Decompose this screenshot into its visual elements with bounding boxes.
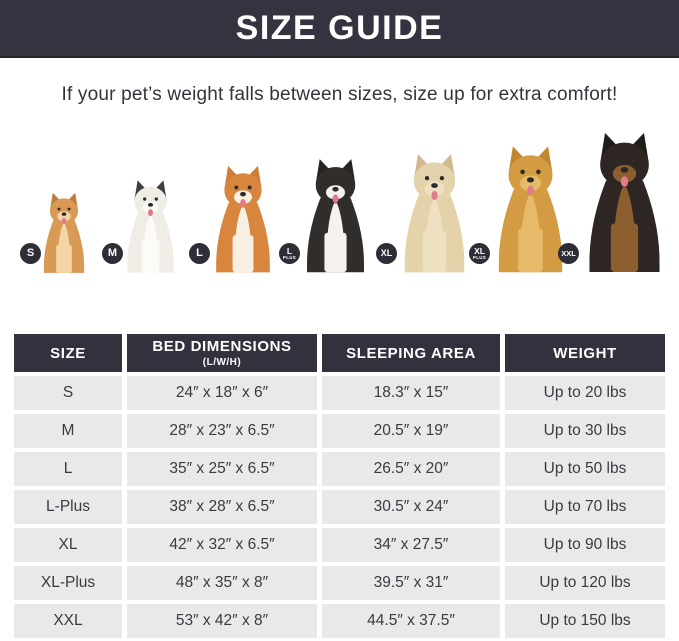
size-badge-xl-plus <box>469 243 490 264</box>
sleeping-area-cell: 44.5″ x 37.5″ <box>322 604 500 638</box>
size-cell: M <box>14 414 122 448</box>
badge-sublabel: PLUS <box>472 255 487 260</box>
column-header-label: BED DIMENSIONS <box>152 338 292 355</box>
dog-size-lineup <box>0 116 679 280</box>
badge-label: M <box>107 247 118 259</box>
badge-sublabel: PLUS <box>282 255 297 260</box>
weight-cell: Up to 20 lbs <box>505 376 665 410</box>
sleeping-area-cell: 30.5″ x 24″ <box>322 490 500 524</box>
column-header-label: SIZE <box>50 344 86 362</box>
weight-cell: Up to 30 lbs <box>505 414 665 448</box>
size-cell: S <box>14 376 122 410</box>
french-bulldog-dog-illustration <box>115 177 186 274</box>
size-cell: XXL <box>14 604 122 638</box>
size-badge-l-plus <box>279 243 300 264</box>
labrador-dog-illustration <box>389 150 480 274</box>
column-header-label: SLEEPING AREA <box>346 344 476 362</box>
column-header-size <box>14 334 122 372</box>
header-bar <box>0 0 679 58</box>
badge-label: XL <box>380 248 393 258</box>
bed-dimensions-cell: 53″ x 42″ x 8″ <box>127 604 317 638</box>
weight-cell: Up to 90 lbs <box>505 528 665 562</box>
border-collie-dog-illustration <box>292 155 379 274</box>
column-header-sleeping-area <box>322 334 500 372</box>
badge-label: XL <box>474 245 485 256</box>
badge-label: L <box>196 247 203 259</box>
badge-label: S <box>26 247 35 259</box>
sleeping-area-cell: 20.5″ x 19″ <box>322 414 500 448</box>
column-header-label: WEIGHT <box>553 344 617 362</box>
bed-dimensions-cell: 35″ x 25″ x 6.5″ <box>127 452 317 486</box>
column-header-bed-dimensions <box>127 334 317 372</box>
sleeping-area-cell: 34″ x 27.5″ <box>322 528 500 562</box>
size-badge-l <box>189 243 210 264</box>
weight-cell: Up to 120 lbs <box>505 566 665 600</box>
page-title: SIZE GUIDE <box>235 8 444 47</box>
dog-figure-s <box>26 190 95 274</box>
column-header-sublabel: (L/W/H) <box>202 357 242 368</box>
size-badge-m <box>102 243 123 264</box>
sleeping-area-cell: 18.3″ x 15″ <box>322 376 500 410</box>
dog-figure-xl <box>380 150 480 274</box>
size-cell: XL-Plus <box>14 566 122 600</box>
subtitle-text: If your pet’s weight falls between sizes, size up for extra comfort! <box>61 84 618 105</box>
sleeping-area-cell: 26.5″ x 20″ <box>322 452 500 486</box>
size-badge-s <box>20 243 41 264</box>
weight-cell: Up to 70 lbs <box>505 490 665 524</box>
size-cell: L <box>14 452 122 486</box>
dog-figure-l <box>196 162 284 274</box>
badge-label: L <box>286 245 293 256</box>
sleeping-area-cell: 39.5″ x 31″ <box>322 566 500 600</box>
size-table <box>14 334 665 638</box>
badge-label: XXL <box>561 248 576 258</box>
weight-cell: Up to 150 lbs <box>505 604 665 638</box>
doberman-dog-illustration <box>571 128 678 274</box>
size-cell: XL <box>14 528 122 562</box>
dog-figure-l-plus <box>282 155 379 274</box>
column-header-weight <box>505 334 665 372</box>
dog-figure-m <box>107 177 186 274</box>
dog-figure-xxl <box>561 128 678 274</box>
weight-cell: Up to 50 lbs <box>505 452 665 486</box>
shiba-inu-dog-illustration <box>202 162 284 274</box>
bed-dimensions-cell: 48″ x 35″ x 8″ <box>127 566 317 600</box>
bed-dimensions-cell: 24″ x 18″ x 6″ <box>127 376 317 410</box>
size-cell: L-Plus <box>14 490 122 524</box>
pomeranian-dog-illustration <box>33 190 95 274</box>
size-badge-xl <box>376 243 397 264</box>
size-badge-xxl <box>558 243 579 264</box>
bed-dimensions-cell: 42″ x 32″ x 6.5″ <box>127 528 317 562</box>
bed-dimensions-cell: 38″ x 28″ x 6.5″ <box>127 490 317 524</box>
bed-dimensions-cell: 28″ x 23″ x 6.5″ <box>127 414 317 448</box>
